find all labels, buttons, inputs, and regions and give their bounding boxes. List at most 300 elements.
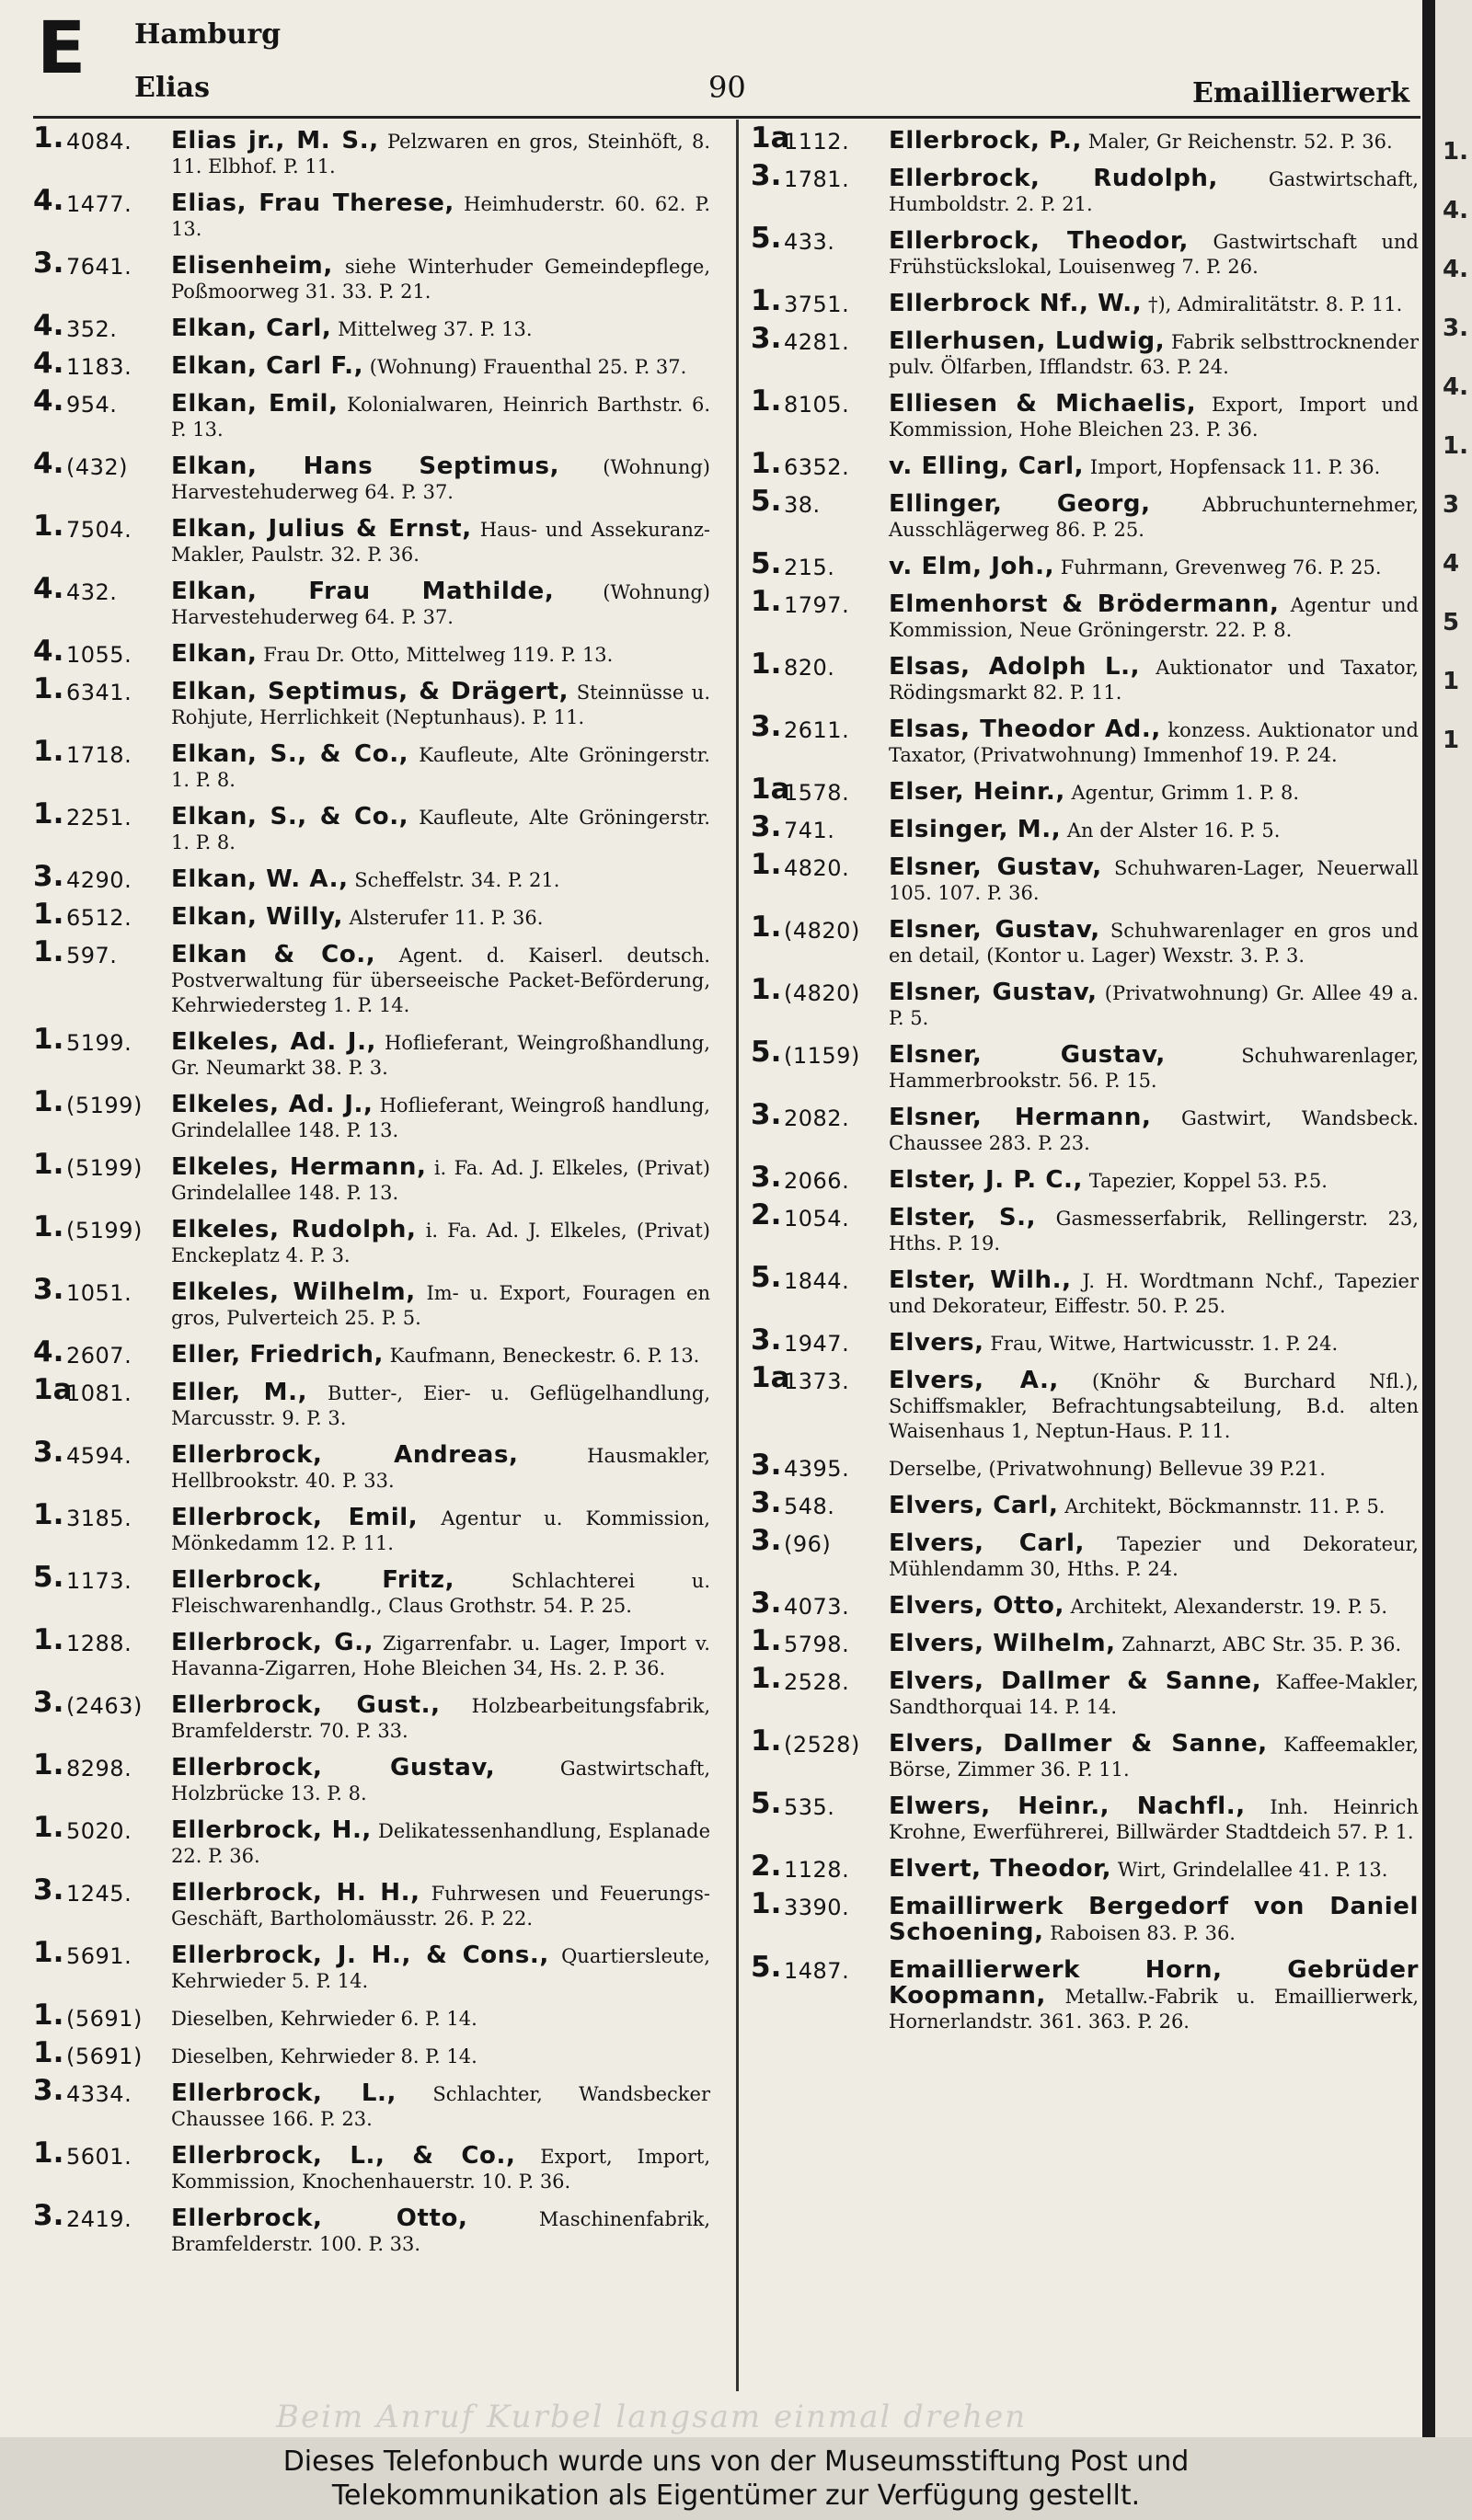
directory-entry	[33, 1999, 710, 2032]
exchange-zone: 4.	[33, 572, 64, 605]
directory-entry	[33, 672, 710, 730]
exchange-zone: 1.	[751, 284, 782, 317]
margin-fragment: 3	[1443, 491, 1460, 519]
subscriber-details: Maler, Gr Reichenstr. 52. P. 36.	[1087, 131, 1393, 153]
exchange-zone: 5.	[751, 222, 782, 255]
phone-number: 4073.	[784, 1594, 850, 1620]
subscriber-details: Derselbe, (Privatwohnung) Bellevue 39 P.21.	[889, 1458, 1326, 1480]
left-column	[33, 121, 711, 2269]
subscriber-details: Import, Hopfensack 11. P. 36.	[1089, 456, 1381, 478]
subscriber-name: Emaillirwerk Bergedorf von Daniel Schoening,	[889, 1893, 1419, 1946]
directory-entry	[751, 1261, 1419, 1319]
header-rule	[33, 116, 1420, 119]
subscriber-details: (Knöhr & Burchard Nfl.), Schiffsmakler, Befrachtungsabteilung, B.d. alten Waisenhaus 1, Neptun-Haus. P. 11.	[889, 1370, 1419, 1442]
subscriber-details: Kaffeemakler, Börse, Zimmer 36. P. 11.	[889, 1734, 1419, 1781]
directory-entry	[751, 1624, 1419, 1657]
directory-entry	[751, 810, 1419, 843]
directory-entry	[33, 635, 710, 668]
subscriber-name: Ellerbrock, L., & Co.,	[171, 2142, 516, 2170]
subscriber-name: Ellerbrock, Emil,	[171, 1504, 419, 1531]
directory-entry	[751, 322, 1419, 380]
phone-number: 1477.	[66, 191, 132, 217]
directory-entry	[751, 1161, 1419, 1194]
directory-entry	[751, 284, 1419, 317]
directory-entry	[33, 1748, 710, 1806]
exchange-zone: 1.	[33, 898, 64, 931]
subscriber-details: Tapezier und Dekorateur, Mühlendamm 30, Hths. P. 24.	[889, 1533, 1419, 1580]
phone-number: 1055.	[66, 642, 132, 668]
phone-number: 1081.	[66, 1380, 132, 1406]
directory-entry	[751, 1887, 1419, 1946]
exchange-zone: 1.	[33, 1936, 64, 1969]
phone-number: 2066.	[784, 1168, 850, 1194]
subscriber-details: Export, Import und Kommission, Hohe Bleichen 23. P. 36.	[889, 394, 1419, 441]
subscriber-name: Elsas, Theodor Ad.,	[889, 716, 1161, 743]
phone-number: 6341.	[66, 680, 132, 705]
subscriber-name: Ellerbrock Nf., W.,	[889, 290, 1143, 317]
subscriber-name: Ellerbrock, Andreas,	[171, 1441, 519, 1469]
subscriber-details: Agentur, Grimm 1. P. 8.	[1071, 782, 1300, 804]
directory-entry	[33, 1085, 710, 1143]
exchange-zone: 5.	[751, 547, 782, 580]
subscriber-details: Haus- und Assekuranz-Makler, Paulstr. 32. P. 36.	[171, 519, 711, 566]
subscriber-name: Elvers, Dallmer & Sanne,	[889, 1730, 1268, 1758]
subscriber-details: i. Fa. Ad. J. Elkeles, (Privat) Grindelallee 148. P. 13.	[171, 1157, 710, 1204]
subscriber-details: Metallw.-Fabrik u. Emaillierwerk, Hornerlandstr. 361. 363. P. 26.	[889, 1986, 1419, 2033]
phone-number: (5199)	[66, 1155, 143, 1181]
exchange-zone: 1.	[751, 1624, 782, 1657]
directory-entry	[751, 547, 1419, 580]
phone-number: 1947.	[784, 1331, 850, 1357]
subscriber-name: Elkan, S., & Co.,	[171, 740, 409, 768]
subscriber-details: konzess. Auktionator und Taxator, (Privatwohnung) Immenhof 19. P. 24.	[889, 719, 1419, 766]
subscriber-details: Architekt, Alexanderstr. 19. P. 5.	[1070, 1596, 1387, 1618]
directory-entry	[33, 1148, 710, 1206]
subscriber-name: v. Elling, Carl,	[889, 452, 1085, 480]
phone-number: (96)	[784, 1531, 832, 1557]
subscriber-name: Elser, Heinr.,	[889, 778, 1065, 806]
exchange-zone: 1.	[751, 585, 782, 618]
exchange-zone: 3.	[33, 246, 64, 280]
footer-line-2: Telekommunikation als Eigentümer zur Verfügung gestellt.	[331, 2480, 1141, 2512]
directory-entry	[751, 1361, 1419, 1444]
exchange-zone: 5.	[751, 1036, 782, 1069]
directory-entry	[33, 1210, 710, 1268]
subscriber-details: Pelzwaren en gros, Steinhöft, 8. 11. Elbhof. P. 11.	[171, 131, 710, 178]
subscriber-name: Elkan,	[171, 640, 258, 668]
phone-number: (2528)	[784, 1732, 860, 1758]
phone-number: 5798.	[784, 1632, 850, 1657]
directory-entry	[33, 935, 710, 1018]
directory-entry	[33, 860, 710, 893]
phone-number: 3751.	[784, 292, 850, 317]
subscriber-details: Gastwirtschaft und Frühstückslokal, Louisenweg 7. P. 26.	[889, 231, 1419, 278]
phone-number: 2611.	[784, 717, 850, 743]
margin-fragment: 4	[1443, 550, 1460, 578]
exchange-zone: 1.	[33, 735, 64, 768]
subscriber-name: Elkan, Julius & Ernst,	[171, 515, 472, 543]
subscriber-details: Wirt, Grindelallee 41. P. 13.	[1117, 1859, 1388, 1881]
phone-number: 1781.	[784, 166, 850, 192]
directory-entry	[751, 121, 1419, 155]
exchange-zone: 1.	[33, 2036, 64, 2069]
phone-number: 4084.	[66, 129, 132, 155]
directory-entry	[751, 973, 1419, 1031]
margin-fragment: 1.	[1443, 432, 1468, 460]
subscriber-name: Elvers, Carl,	[889, 1529, 1085, 1557]
subscriber-details: Hausmakler, Hellbrookstr. 40. P. 33.	[171, 1445, 710, 1492]
directory-entry	[33, 2136, 710, 2194]
phone-number: 535.	[784, 1794, 835, 1820]
exchange-zone: 1.	[751, 1887, 782, 1920]
phone-number: 432.	[66, 579, 118, 605]
subscriber-name: Elliesen & Michaelis,	[889, 390, 1197, 418]
subscriber-name: Elvers, Dallmer & Sanne,	[889, 1667, 1262, 1695]
exchange-zone: 1.	[751, 647, 782, 681]
subscriber-details: i. Fa. Ad. J. Elkeles, (Privat) Enckeplatz 4. P. 3.	[171, 1220, 710, 1266]
directory-entry	[33, 1561, 710, 1619]
subscriber-name: Ellerbrock, Rudolph,	[889, 165, 1219, 192]
directory-entry	[751, 447, 1419, 480]
subscriber-name: Eller, M.,	[171, 1379, 308, 1406]
exchange-zone: 3.	[751, 1098, 782, 1131]
subscriber-name: Ellerbrock, Theodor,	[889, 227, 1189, 255]
directory-entry	[751, 1323, 1419, 1357]
subscriber-name: Emaillierwerk Horn, Gebrüder Koopmann,	[889, 1956, 1419, 2010]
directory-entry	[751, 1486, 1419, 1519]
exchange-zone: 3.	[33, 1273, 64, 1306]
header-last-name: Emaillierwerk	[1191, 77, 1409, 109]
subscriber-details: Hoflieferant, Weingroß handlung, Grindelallee 148. P. 13.	[171, 1094, 710, 1141]
exchange-zone: 2.	[751, 1850, 782, 1883]
section-letter: E	[37, 7, 86, 90]
exchange-zone: 3.	[751, 159, 782, 192]
phone-number: 1797.	[784, 592, 850, 618]
exchange-zone: 5.	[751, 1787, 782, 1820]
exchange-zone: 1.	[751, 384, 782, 418]
subscriber-name: Elkan, W. A.,	[171, 865, 349, 893]
directory-entry	[33, 1936, 710, 1994]
exchange-zone: 5.	[751, 1951, 782, 1984]
exchange-zone: 5.	[751, 485, 782, 518]
subscriber-details: Scheffelstr. 34. P. 21.	[354, 869, 560, 891]
subscriber-details: Fuhrwesen und Feuerungs-Geschäft, Bartholomäusstr. 26. P. 22.	[171, 1883, 710, 1930]
subscriber-name: Elmenhorst & Brödermann,	[889, 590, 1280, 618]
phone-number: (4820)	[784, 980, 860, 1006]
subscriber-details: Im- u. Export, Fouragen en gros, Pulverteich 25. P. 5.	[171, 1282, 710, 1329]
exchange-zone: 3.	[33, 2199, 64, 2232]
directory-entry	[751, 1036, 1419, 1094]
phone-number: 954.	[66, 392, 118, 418]
phone-number: 1844.	[784, 1268, 850, 1294]
subscriber-details: Dieselben, Kehrwieder 6. P. 14.	[171, 2008, 477, 2030]
phone-number: 548.	[784, 1494, 835, 1519]
directory-entry	[751, 485, 1419, 543]
exchange-zone: 4.	[33, 447, 64, 480]
exchange-zone: 1.	[751, 447, 782, 480]
subscriber-name: Ellerbrock, L.,	[171, 2079, 397, 2107]
subscriber-details: Butter-, Eier- u. Geflügelhandlung, Marcusstr. 9. P. 3.	[171, 1382, 710, 1429]
exchange-zone: 5.	[751, 1261, 782, 1294]
phone-number: 4290.	[66, 867, 132, 893]
directory-entry	[33, 2036, 710, 2069]
subscriber-name: Elkeles, Wilhelm,	[171, 1278, 416, 1306]
subscriber-name: Elvers,	[889, 1329, 984, 1357]
directory-entry	[751, 647, 1419, 705]
directory-entry	[33, 184, 710, 242]
directory-entry	[751, 1951, 1419, 2034]
subscriber-name: Elster, Wilh.,	[889, 1266, 1072, 1294]
directory-entry	[751, 1198, 1419, 1256]
phone-number: 741.	[784, 818, 835, 843]
phone-number: 1183.	[66, 354, 132, 380]
directory-entry	[33, 246, 710, 304]
phone-number: 597.	[66, 943, 118, 968]
subscriber-details: Hoflieferant, Weingroßhandlung, Gr. Neumarkt 38. P. 3.	[171, 1032, 710, 1079]
exchange-zone: 3.	[33, 860, 64, 893]
phone-number: 5691.	[66, 1943, 132, 1969]
phone-number: 4334.	[66, 2081, 132, 2107]
phone-number: (5691)	[66, 2006, 143, 2032]
subscriber-details: Auktionator und Taxator, Rödingsmarkt 82. P. 11.	[889, 657, 1419, 704]
margin-fragment: 4.	[1443, 373, 1468, 401]
directory-entry	[33, 1023, 710, 1081]
directory-entry	[33, 735, 710, 793]
subscriber-name: Elkan, Carl F.,	[171, 352, 364, 380]
subscriber-details: Abbruchunternehmer, Ausschlägerweg 86. P. 25.	[889, 494, 1419, 541]
phone-number: 8298.	[66, 1756, 132, 1781]
phone-number: 433.	[784, 229, 835, 255]
page-header	[0, 0, 1422, 110]
subscriber-name: Elsner, Gustav,	[889, 853, 1102, 881]
directory-entry	[33, 2074, 710, 2132]
subscriber-details: Inh. Heinrich Krohne, Ewerführerei, Billwärder Stadtdeich 57. P. 1.	[889, 1796, 1419, 1843]
subscriber-name: Ellerbrock, G.,	[171, 1629, 374, 1656]
exchange-zone: 1.	[33, 1999, 64, 2032]
directory-entry	[751, 1787, 1419, 1845]
directory-entry	[751, 384, 1419, 442]
subscriber-details: siehe Winterhuder Gemeindepflege, Poßmoorweg 31. 33. P. 21.	[171, 256, 710, 303]
phone-number: 352.	[66, 316, 118, 342]
phone-number: 1578.	[784, 780, 850, 806]
phone-number: (432)	[66, 454, 129, 480]
exchange-zone: 1a	[751, 121, 790, 155]
phone-number: 5020.	[66, 1818, 132, 1844]
subscriber-name: Ellerbrock, Gust.,	[171, 1691, 441, 1719]
subscriber-details: Schlachter, Wandsbecker Chaussee 166. P. 23.	[171, 2083, 710, 2130]
phone-number: (2463)	[66, 1693, 143, 1719]
subscriber-name: Elsas, Adolph L.,	[889, 653, 1141, 681]
exchange-zone: 4.	[33, 309, 64, 342]
subscriber-name: Elkan, Emil,	[171, 390, 339, 418]
exchange-zone: 3.	[33, 1686, 64, 1719]
subscriber-details: Schuhwarenlager, Hammerbrookstr. 56. P. 15.	[889, 1045, 1419, 1092]
subscriber-details: Frau Dr. Otto, Mittelweg 119. P. 13.	[263, 644, 614, 666]
directory-entry	[33, 1273, 710, 1331]
exchange-zone: 1.	[33, 1498, 64, 1531]
subscriber-details: Heimhuderstr. 60. 62. P. 13.	[171, 193, 710, 240]
subscriber-details: J. H. Wordtmann Nchf., Tapezier und Dekorateur, Eiffestr. 50. P. 25.	[889, 1270, 1419, 1317]
directory-entry	[33, 1373, 710, 1431]
subscriber-details: Agentur u. Kommission, Mönkedamm 12. P. 11.	[171, 1507, 710, 1554]
subscriber-name: Elisenheim,	[171, 252, 333, 280]
exchange-zone: 3.	[751, 1486, 782, 1519]
phone-number: 5601.	[66, 2144, 132, 2170]
subscriber-name: Elkan, Septimus, & Drägert,	[171, 678, 569, 705]
subscriber-name: Elster, J. P. C.,	[889, 1166, 1083, 1194]
subscriber-details: Schuhwaren-Lager, Neuerwall 105. 107. P. 36.	[889, 857, 1419, 904]
subscriber-name: Elkan, Hans Septimus,	[171, 452, 560, 480]
subscriber-details: Zahnarzt, ABC Str. 35. P. 36.	[1121, 1633, 1402, 1655]
phone-number: 820.	[784, 655, 835, 681]
exchange-zone: 4.	[33, 635, 64, 668]
phone-number: 7504.	[66, 517, 132, 543]
exchange-zone: 4.	[33, 347, 64, 380]
subscriber-details: (Wohnung) Harvestehuderweg 64. P. 37.	[171, 581, 710, 628]
subscriber-name: Elsinger, M.,	[889, 816, 1062, 843]
exchange-zone: 4.	[33, 384, 64, 418]
subscriber-details: An der Alster 16. P. 5.	[1066, 819, 1281, 842]
subscriber-name: Elwers, Heinr., Nachfl.,	[889, 1793, 1246, 1820]
phone-number: 38.	[784, 492, 821, 518]
subscriber-details: Raboisen 83. P. 36.	[1050, 1922, 1236, 1944]
subscriber-name: Elvers, Wilhelm,	[889, 1630, 1116, 1657]
directory-entry	[751, 1586, 1419, 1620]
subscriber-details: Fabrik selbsttrocknender pulv. Ölfarben, Ifflandstr. 63. P. 24.	[889, 331, 1419, 378]
exchange-zone: 3.	[33, 1873, 64, 1907]
margin-fragment: 4.	[1443, 256, 1468, 283]
phone-number: 1245.	[66, 1881, 132, 1907]
subscriber-details: Agent. d. Kaiserl. deutsch. Postverwaltung für überseeische Packet-Beförderung, Kehrwiedersteg 1. P. 14.	[171, 945, 710, 1016]
exchange-zone: 1a	[33, 1373, 73, 1406]
directory-entry	[33, 1623, 710, 1681]
subscriber-name: Elsner, Gustav,	[889, 1041, 1166, 1069]
subscriber-name: Eller, Friedrich,	[171, 1341, 384, 1369]
subscriber-details: Steinnüsse u. Rohjute, Herrlichkeit (Neptunhaus). P. 11.	[171, 682, 710, 728]
phone-number: 1054.	[784, 1206, 850, 1231]
subscriber-name: v. Elm, Joh.,	[889, 553, 1055, 580]
subscriber-details: Frau, Witwe, Hartwicusstr. 1. P. 24.	[990, 1333, 1339, 1355]
phone-number: (4820)	[784, 918, 860, 944]
subscriber-name: Elkan, S., & Co.,	[171, 803, 409, 830]
bleed-through-text: Beim Anruf Kurbel langsam einmal drehen	[276, 2399, 1028, 2435]
subscriber-details: Fuhrmann, Grevenweg 76. P. 25.	[1060, 556, 1382, 578]
directory-entry	[33, 1335, 710, 1369]
exchange-zone: 1.	[33, 1748, 64, 1781]
phone-number: (1159)	[784, 1043, 860, 1069]
phone-number: 1112.	[784, 129, 850, 155]
directory-entry	[33, 1873, 710, 1931]
subscriber-name: Ellerbrock, H.,	[171, 1816, 372, 1844]
right-column	[751, 121, 1419, 2046]
header-first-name: Elias	[134, 72, 210, 104]
directory-entry	[33, 1498, 710, 1556]
directory-entry	[751, 773, 1419, 806]
phone-number: 6512.	[66, 905, 132, 931]
exchange-zone: 1.	[751, 1662, 782, 1695]
subscriber-name: Ellerbrock, Fritz,	[171, 1566, 455, 1594]
exchange-zone: 3.	[751, 1161, 782, 1194]
exchange-zone: 1.	[33, 1623, 64, 1656]
subscriber-name: Ellerhusen, Ludwig,	[889, 327, 1166, 355]
directory-entry	[33, 347, 710, 380]
directory-entry	[33, 572, 710, 630]
phone-number: 2251.	[66, 805, 132, 830]
subscriber-name: Ellerbrock, J. H., & Cons.,	[171, 1942, 549, 1969]
phone-number: (5199)	[66, 1093, 143, 1118]
exchange-zone: 1.	[33, 1811, 64, 1844]
directory-entry	[33, 1811, 711, 1869]
margin-fragment: 5	[1443, 609, 1460, 636]
exchange-zone: 3.	[33, 2074, 64, 2107]
phone-number: 4281.	[784, 329, 850, 355]
subscriber-name: Elkan, Willy,	[171, 903, 343, 931]
subscriber-details: Export, Import, Kommission, Knochenhauerstr. 10. P. 36.	[171, 2146, 710, 2193]
phone-number: 215.	[784, 555, 835, 580]
phone-number: 8105.	[784, 392, 850, 418]
subscriber-name: Elvers, Carl,	[889, 1492, 1059, 1519]
subscriber-name: Ellerbrock, Otto,	[171, 2205, 468, 2232]
exchange-zone: 1.	[751, 848, 782, 881]
subscriber-details: Holzbearbeitungsfabrik, Bramfelderstr. 70. P. 33.	[171, 1695, 710, 1742]
phone-number: 1051.	[66, 1280, 132, 1306]
subscriber-details: Maschinenfabrik, Bramfelderstr. 100. P. 33.	[171, 2208, 710, 2255]
subscriber-name: Elsner, Gustav,	[889, 916, 1100, 944]
exchange-zone: 4.	[33, 1335, 64, 1369]
exchange-zone: 3.	[751, 322, 782, 355]
subscriber-name: Elsner, Gustav,	[889, 979, 1098, 1006]
directory-entry	[33, 447, 710, 505]
subscriber-details: Delikatessenhandlung, Esplanade 22. P. 36.	[171, 1820, 711, 1867]
exchange-zone: 2.	[751, 1198, 782, 1231]
directory-entry	[751, 159, 1419, 217]
directory-entry	[751, 1662, 1419, 1720]
subscriber-details: †), Admiralitätstr. 8. P. 11.	[1147, 293, 1403, 315]
directory-entry	[33, 898, 710, 931]
subscriber-details: Schuhwarenlager en gros und en detail, (Kontor u. Lager) Wexstr. 3. P. 3.	[889, 920, 1419, 967]
exchange-zone: 1.	[33, 2136, 64, 2170]
phone-number: 4594.	[66, 1443, 132, 1469]
subscriber-name: Elvers, A.,	[889, 1367, 1059, 1394]
exchange-zone: 1.	[33, 935, 64, 968]
subscriber-details: Kaufmann, Beneckestr. 6. P. 13.	[389, 1345, 700, 1367]
phone-number: 2528.	[784, 1669, 850, 1695]
phone-number: 4395.	[784, 1456, 850, 1482]
subscriber-details: Kaufleute, Alte Gröningerstr. 1. P. 8.	[171, 744, 710, 791]
exchange-zone: 1.	[751, 973, 782, 1006]
phone-number: 6352.	[784, 454, 850, 480]
directory-entry	[33, 797, 710, 855]
exchange-zone: 4.	[33, 184, 64, 217]
subscriber-name: Elias, Frau Therese,	[171, 189, 454, 217]
phone-number: (5199)	[66, 1218, 143, 1243]
subscriber-details: Gastwirtschaft, Humboldstr. 2. P. 21.	[889, 168, 1419, 215]
exchange-zone: 1.	[33, 1085, 64, 1118]
subscriber-details: Dieselben, Kehrwieder 8. P. 14.	[171, 2045, 477, 2068]
footer-line-1: Dieses Telefonbuch wurde uns von der Museumsstiftung Post und	[282, 2446, 1190, 2478]
subscriber-name: Elkeles, Hermann,	[171, 1153, 427, 1181]
phone-number: 2419.	[66, 2206, 132, 2232]
phone-number: 1718.	[66, 742, 132, 768]
exchange-zone: 3.	[751, 810, 782, 843]
subscriber-name: Ellerbrock, Gustav,	[171, 1754, 496, 1781]
directory-entry	[751, 848, 1419, 906]
subscriber-name: Ellerbrock, H. H.,	[171, 1879, 420, 1907]
subscriber-details: Kaufleute, Alte Gröningerstr. 1. P. 8.	[171, 807, 710, 853]
subscriber-name: Ellerbrock, P.,	[889, 127, 1083, 155]
directory-entry	[751, 1449, 1419, 1482]
phone-number: 1173.	[66, 1568, 132, 1594]
